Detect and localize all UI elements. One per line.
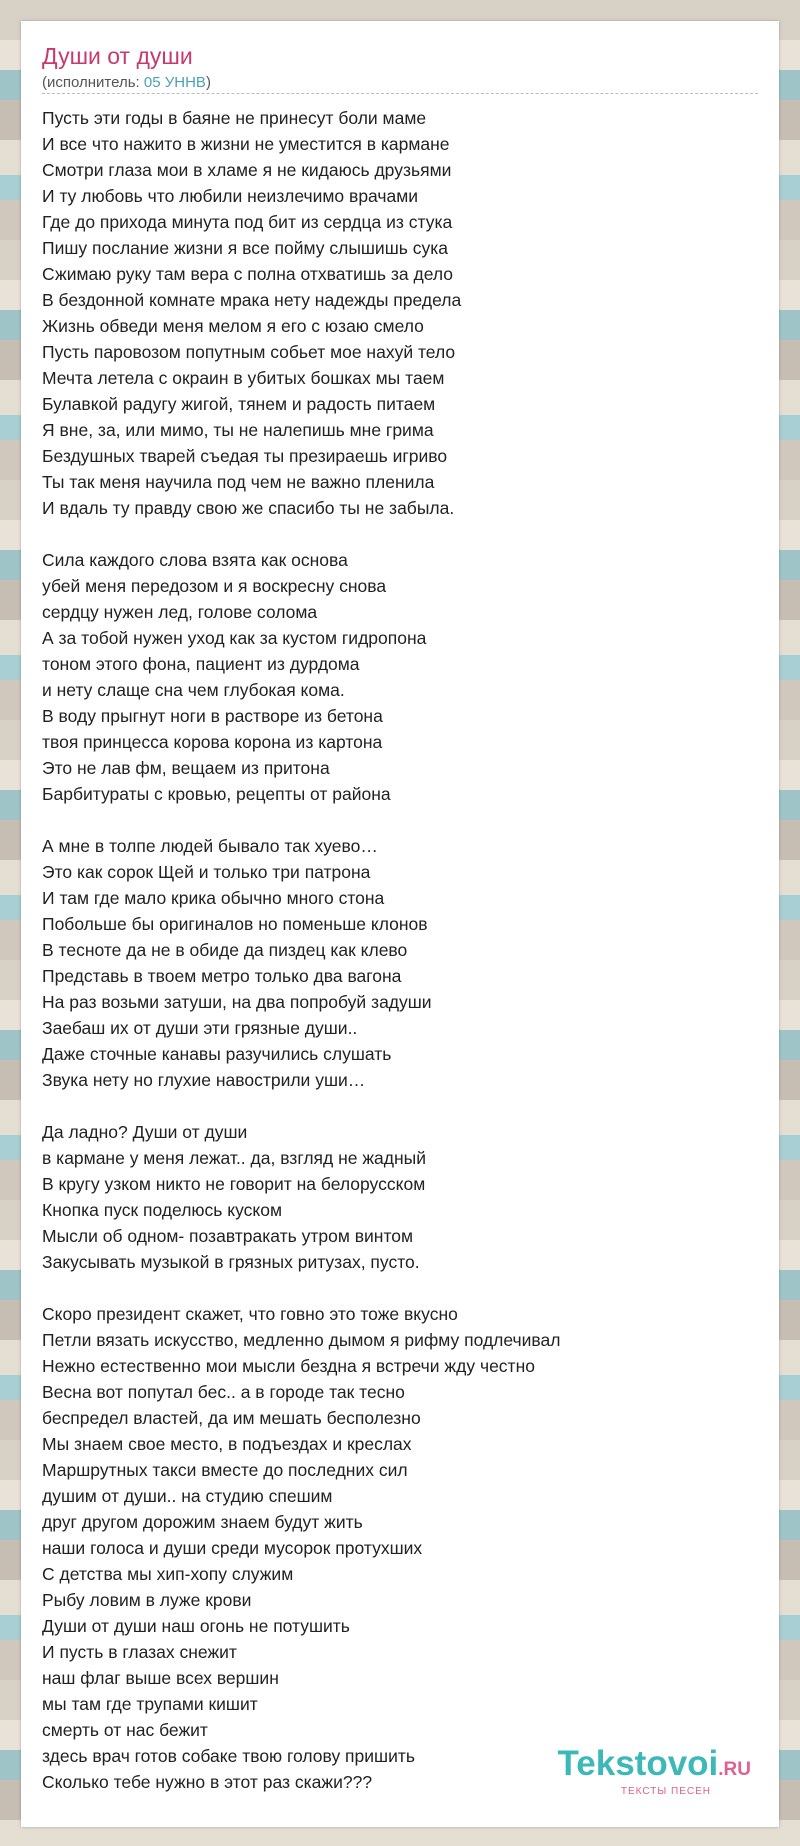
lyrics-card xyxy=(21,21,779,1827)
lyric-line: тоном этого фона, пациент из дурдома xyxy=(42,654,360,674)
lyric-line: Жизнь обведи меня мелом я его с юзаю смело xyxy=(42,316,424,336)
lyric-line: С детства мы хип-хопу служим xyxy=(42,1564,294,1584)
lyric-line: Скоро президент скажет, что говно это тоже вкусно xyxy=(42,1304,458,1324)
lyric-line: в кармане у меня лежат.. да, взгляд не жадный xyxy=(42,1148,427,1168)
lyric-line: В бездонной комнате мрака нету надежды предела xyxy=(42,290,462,310)
lyric-line: И пусть в глазах снежит xyxy=(42,1642,237,1662)
logo-domain: .RU xyxy=(718,1759,751,1780)
lyric-line: смерть от нас бежит xyxy=(42,1720,208,1740)
lyric-line: Сила каждого слова взята как основа xyxy=(42,550,348,570)
lyric-line: убей меня передозом и я воскресну снова xyxy=(42,576,387,596)
site-logo[interactable] xyxy=(557,1746,751,1797)
lyric-line: Представь в твоем метро только два вагона xyxy=(42,966,402,986)
lyric-line: В воду прыгнут ноги в растворе из бетона xyxy=(42,706,383,726)
lyric-line: и нету слаще сна чем глубокая кома. xyxy=(42,680,345,700)
lyric-line: На раз возьми затуши, на два попробуй задуши xyxy=(42,992,432,1012)
lyric-line: Мысли об одном- позавтракать утром винтом xyxy=(42,1226,414,1246)
lyric-line: Весна вот попутал бес.. а в городе так тесно xyxy=(42,1382,405,1402)
lyric-line: Души от души наш огонь не потушить xyxy=(42,1616,350,1636)
artist-link[interactable]: 05 УННВ xyxy=(143,74,206,91)
lyric-line: Заебаш их от души эти грязные души.. xyxy=(42,1018,358,1038)
lyric-line: И вдаль ту правду свою же спасибо ты не забыла. xyxy=(42,498,455,518)
lyric-line: Закусывать музыкой в грязных ритузах, пусто. xyxy=(42,1252,420,1272)
artist-suffix: ) xyxy=(205,74,211,91)
lyric-line: Я вне, за, или мимо, ты не налепишь мне грима xyxy=(42,420,434,440)
lyric-line: сердцу нужен лед, голове солома xyxy=(42,602,318,622)
lyric-line: наш флаг выше всех вершин xyxy=(42,1668,279,1688)
lyric-line: И ту любовь что любили неизлечимо врачами xyxy=(42,186,419,206)
artist-line xyxy=(42,74,211,91)
lyric-line: Маршрутных такси вместе до последних сил xyxy=(42,1460,408,1480)
lyric-line: Даже сточные канавы разучились слушать xyxy=(42,1044,392,1064)
lyric-line: Пусть эти годы в баяне не принесут боли маме xyxy=(42,108,427,128)
lyric-line: В тесноте да не в обиде да пиздец как клево xyxy=(42,940,408,960)
lyric-line: Бездушных тварей съедая ты презираешь игриво xyxy=(42,446,448,466)
lyric-line: душим от души.. на студию спешим xyxy=(42,1486,333,1506)
lyric-line: А за тобой нужен уход как за кустом гидропона xyxy=(42,628,427,648)
lyric-line: наши голоса и души среди мусорок протухших xyxy=(42,1538,423,1558)
lyric-line: Побольше бы оригиналов но поменьше клонов xyxy=(42,914,428,934)
lyric-line: Мечта летела с окраин в убитых бошках мы таем xyxy=(42,368,445,388)
lyric-line: Мы знаем свое место, в подъездах и креслах xyxy=(42,1434,412,1454)
lyric-line: мы там где трупами кишит xyxy=(42,1694,258,1714)
lyric-line: Это как сорок Щей и только три патрона xyxy=(42,862,371,882)
lyric-line: Рыбу ловим в луже крови xyxy=(42,1590,252,1610)
lyrics-text xyxy=(42,105,762,1821)
lyric-line: А мне в толпе людей бывало так хуево… xyxy=(42,836,378,856)
lyric-line: Нежно естественно мои мысли бездна я встречи жду честно xyxy=(42,1356,535,1376)
stanza xyxy=(42,105,762,521)
stanza xyxy=(42,1301,762,1795)
lyric-line: Сколько тебе нужно в этот раз скажи??? xyxy=(42,1772,373,1792)
lyric-line: Кнопка пуск поделюсь куском xyxy=(42,1200,283,1220)
lyric-line: друг другом дорожим знаем будут жить xyxy=(42,1512,363,1532)
lyric-line: Смотри глаза мои в хламе я не кидаюсь друзьями xyxy=(42,160,452,180)
stanza xyxy=(42,833,762,1093)
lyric-line: Булавкой радугу жигой, тянем и радость питаем xyxy=(42,394,436,414)
logo-wordmark: Tekstovoi xyxy=(557,1744,719,1783)
lyric-line: Звука нету но глухие навострили уши… xyxy=(42,1070,366,1090)
lyric-line: здесь врач готов собаке твою голову пришить xyxy=(42,1746,415,1766)
lyric-line: Сжимаю руку там вера с полна отхватишь за дело xyxy=(42,264,454,284)
lyric-line: Пишу послание жизни я все пойму слышишь сука xyxy=(42,238,449,258)
logo-tagline: ТЕКСТЫ ПЕСЕН xyxy=(620,1786,711,1797)
lyric-line: беспредел властей, да им мешать бесполезно xyxy=(42,1408,421,1428)
lyric-line: Барбитураты с кровью, рецепты от района xyxy=(42,784,391,804)
lyric-line: Петли вязать искусство, медленно дымом я рифму подлечивал xyxy=(42,1330,561,1350)
lyric-line: Да ладно? Души от души xyxy=(42,1122,248,1142)
lyric-line: В кругу узком никто не говорит на белорусском xyxy=(42,1174,426,1194)
title-divider xyxy=(42,93,758,94)
stanza xyxy=(42,547,762,807)
stanza xyxy=(42,1119,762,1275)
lyric-line: Ты так меня научила под чем не важно пленила xyxy=(42,472,435,492)
song-title: Души от души xyxy=(42,43,193,69)
lyric-line: твоя принцесса корова корона из картона xyxy=(42,732,383,752)
lyric-line: Где до прихода минута под бит из сердца из стука xyxy=(42,212,453,232)
lyric-line: Пусть паровозом попутным собьет мое нахуй тело xyxy=(42,342,456,362)
lyric-line: И все что нажито в жизни не уместится в кармане xyxy=(42,134,450,154)
lyric-line: И там где мало крика обычно много стона xyxy=(42,888,385,908)
artist-prefix: (исполнитель: xyxy=(42,74,144,91)
lyric-line: Это не лав фм, вещаем из притона xyxy=(42,758,330,778)
